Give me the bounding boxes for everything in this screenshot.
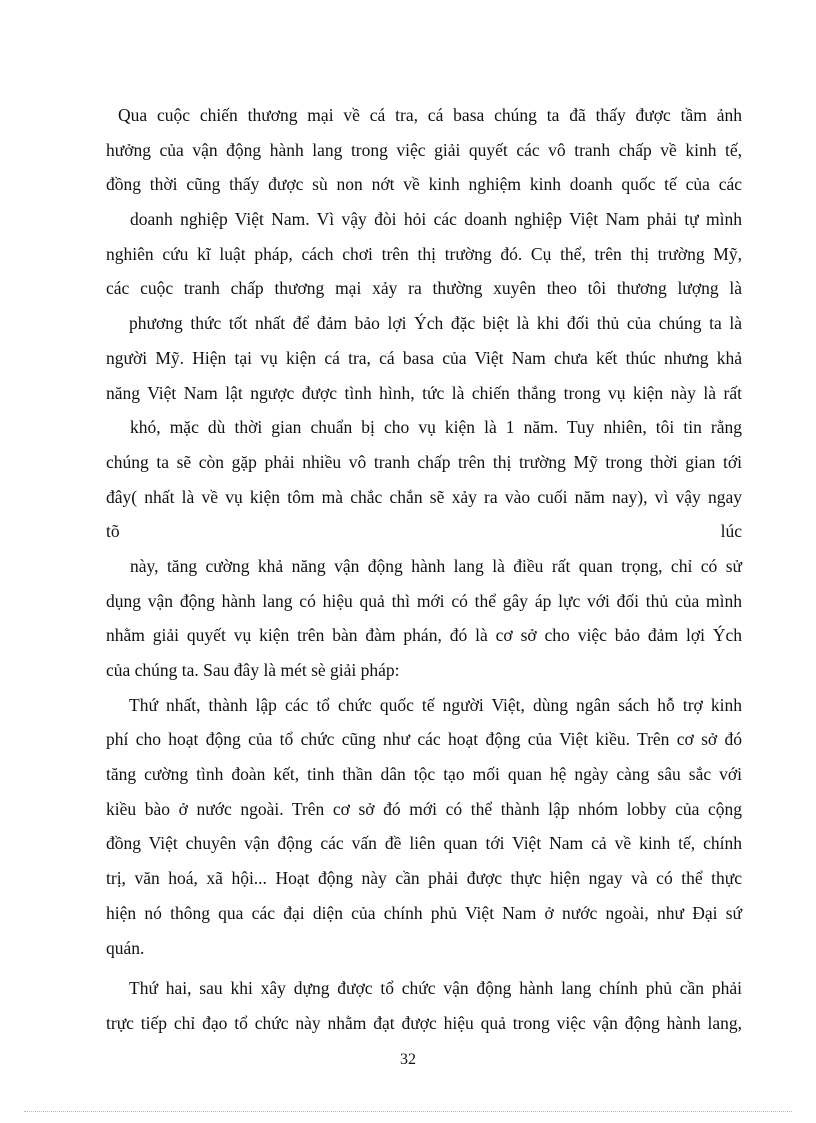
- text-line: nghiên cứu kĩ luật pháp, cách chơi trên thị trường đó. Cụ thể, trên thị trường Mỹ,: [106, 243, 742, 264]
- text-line: đồng thời cũng thấy được sù non nớt về kinh nghiệm kinh doanh quốc tế của các: [106, 174, 742, 195]
- text-line: dụng vận động hành lang có hiệu quả thì mới có thể gây áp lực với đối thủ của mình: [106, 590, 742, 611]
- text-line: đây( nhất là về vụ kiện tôm mà chắc chắn sẽ xảy ra vào cuối năm nay), vì vậy ngay: [106, 486, 742, 507]
- text-line: Thứ nhất, thành lập các tổ chức quốc tế người Việt, dùng ngân sách hỗ trợ kinh: [129, 694, 742, 715]
- text-line: tăng cường tình đoàn kết, tinh thần dân tộc tạo mối quan hệ ngày càng sâu sắc với: [106, 764, 742, 785]
- text-line: kiều bào ở nước ngoài. Trên cơ sở đó mới có thể thành lập nhóm lobby của cộng: [106, 798, 742, 819]
- text-line: hưởng của vận động hành lang trong việc giải quyết các vô tranh chấp về kinh tế,: [106, 139, 742, 160]
- text-line: chúng ta sẽ còn gặp phải nhiều vô tranh chấp trên thị trường Mỹ trong thời gian tới: [106, 451, 742, 472]
- text-line: của chúng ta. Sau đây là mét sè giải pháp:: [106, 660, 400, 680]
- text-line: người Mỹ. Hiện tại vụ kiện cá tra, cá basa của Việt Nam chưa kết thúc nhưng khả: [106, 347, 742, 368]
- text-line: trực tiếp chỉ đạo tổ chức này nhằm đạt được hiệu quả trong việc vận động hành lang,: [106, 1012, 742, 1033]
- text-line: khó, mặc dù thời gian chuẩn bị cho vụ kiện là 1 năm. Tuy nhiên, tôi tin rằng: [130, 417, 742, 438]
- text-line: phương thức tốt nhất để đảm bảo lợi Ých đặc biệt là khi đối thủ của chúng ta là: [129, 313, 742, 334]
- body-text: [106, 98, 742, 1041]
- text-line: tõ lúc: [106, 521, 742, 542]
- text-line: phí cho hoạt động của tổ chức cũng như các hoạt động của Việt kiều. Trên cơ sở đó: [106, 729, 742, 750]
- text-line: Qua cuộc chiến thương mại về cá tra, cá basa chúng ta đã thấy được tầm ảnh: [118, 105, 742, 125]
- page-number: 32: [400, 1051, 416, 1068]
- text-line: này, tăng cường khả năng vận động hành lang là điều rất quan trọng, chỉ có sử: [130, 555, 742, 576]
- text-line: Thứ hai, sau khi xây dựng được tổ chức vận động hành lang chính phủ cần phải: [129, 978, 742, 999]
- text-line: trị, văn hoá, xã hội... Hoạt động này cần phải được thực hiện ngay và có thể thực: [106, 868, 742, 889]
- text-line: hiện nó thông qua các đại diện của chính phủ Việt Nam ở nước ngoài, như Đại sứ: [106, 902, 742, 923]
- text-line: các cuộc tranh chấp thương mại xảy ra thường xuyên theo tôi thương lượng là: [106, 278, 742, 299]
- footer-divider: [24, 1111, 792, 1112]
- text-line: đồng Việt chuyên vận động các vấn đề liên quan tới Việt Nam cả về kinh tế, chính: [106, 833, 742, 854]
- text-line: nhằm giải quyết vụ kiện trên bàn đàm phán, đó là cơ sở cho việc bảo đảm lợi Ých: [106, 625, 742, 646]
- text-line: doanh nghiệp Việt Nam. Vì vậy đòi hỏi các doanh nghiệp Việt Nam phải tự mình: [130, 209, 742, 230]
- text-line: quán.: [106, 937, 145, 958]
- text-line: năng Việt Nam lật ngược được tình hình, tức là chiến thắng trong vụ kiện này là rất: [106, 382, 742, 403]
